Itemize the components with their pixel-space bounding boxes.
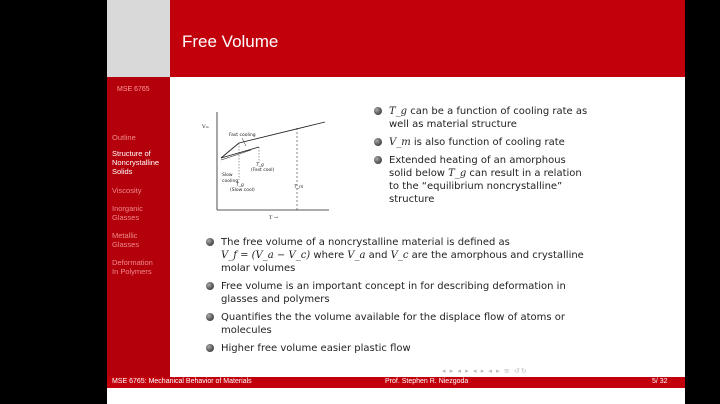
sidebar-item-label: Viscosity bbox=[112, 186, 142, 195]
sidebar-header bbox=[107, 0, 170, 77]
bullet-item bbox=[372, 105, 642, 131]
sidebar-item-label: Outline bbox=[112, 133, 136, 142]
tg-fast-sub: (Fast cool) bbox=[251, 168, 275, 173]
bullet-text: structure bbox=[389, 194, 435, 205]
sidebar-item[interactable] bbox=[112, 258, 153, 276]
letterbox-right bbox=[685, 0, 720, 404]
bullet-text: solid below bbox=[389, 168, 449, 179]
cooling-figure bbox=[199, 98, 334, 223]
title-bar bbox=[170, 0, 685, 77]
footer-course: MSE 6765: Mechanical Behavior of Materials bbox=[112, 378, 252, 385]
figure-xlabel: T → bbox=[269, 215, 279, 221]
bullet-text: are the amorphous and crystalline bbox=[408, 250, 584, 261]
sidebar-short-title[interactable]: MSE 6765 bbox=[117, 86, 150, 93]
sidebar-item[interactable] bbox=[112, 186, 141, 195]
tg-slow-label: T_g bbox=[236, 183, 244, 188]
bullet-text: Quantifies the the volume available for the displace flow of atoms or bbox=[221, 312, 565, 323]
math-symbol: T_g bbox=[389, 106, 408, 117]
slow-cooling-label-1: Slow bbox=[222, 173, 233, 178]
bullet-icon bbox=[374, 138, 382, 146]
math-symbol: V_m bbox=[389, 137, 411, 148]
sidebar-item-label: Structure of bbox=[112, 149, 151, 158]
bullet-text: and bbox=[365, 250, 391, 261]
sidebar-item-label: Noncrystalline bbox=[112, 158, 160, 167]
math-symbol: V_c bbox=[390, 250, 409, 261]
footer-page: 5/ 32 bbox=[652, 378, 668, 385]
sidebar-item[interactable] bbox=[112, 204, 143, 222]
figure-ylabel: Vₘ bbox=[202, 124, 209, 130]
fast-cooling-label: Fast cooling bbox=[229, 133, 256, 138]
bullet-text: Free volume is an important concept in for describing deformation in bbox=[221, 281, 566, 292]
tg-fast-label: T_g bbox=[256, 163, 264, 168]
slide-title: Free Volume bbox=[182, 32, 279, 51]
bullet-item bbox=[204, 236, 664, 275]
slide bbox=[107, 0, 685, 404]
math-symbol: V_f = (V_a − V_c) bbox=[221, 250, 311, 261]
bullet-icon bbox=[206, 282, 214, 290]
bullet-item bbox=[204, 311, 664, 337]
bullet-icon bbox=[206, 313, 214, 321]
bullet-item bbox=[372, 154, 642, 206]
bullet-text: where bbox=[310, 250, 348, 261]
bullet-text: well as material structure bbox=[389, 119, 517, 130]
sidebar-item[interactable] bbox=[112, 149, 159, 176]
sidebar-item-label: Solids bbox=[112, 167, 133, 176]
bullet-icon bbox=[206, 344, 214, 352]
bullet-icon bbox=[206, 238, 214, 246]
bullet-text: is also function of cooling rate bbox=[410, 137, 565, 148]
bullet-icon bbox=[374, 156, 382, 164]
bullet-item bbox=[204, 280, 664, 306]
sidebar-item-label: Deformation bbox=[112, 258, 153, 267]
tm-label: T_m bbox=[294, 185, 304, 190]
sidebar-item[interactable] bbox=[112, 231, 139, 249]
bullet-text: to the “equilibrium noncrystalline” bbox=[389, 181, 563, 192]
sidebar-item-label: In Polymers bbox=[112, 267, 152, 276]
sidebar-item[interactable] bbox=[112, 133, 136, 142]
tg-slow-sub: (Slow cool) bbox=[230, 188, 255, 193]
bullet-icon bbox=[374, 107, 382, 115]
main-bullet-list bbox=[204, 236, 664, 360]
letterbox-left bbox=[0, 0, 107, 404]
bullet-text: can result in a relation bbox=[466, 168, 582, 179]
crystal-line bbox=[221, 150, 251, 160]
slow-cooling-label-2: cooling bbox=[222, 179, 239, 184]
bullet-text: Higher free volume easier plastic flow bbox=[221, 343, 411, 354]
sidebar-item-label: Glasses bbox=[112, 213, 140, 222]
bullet-text: glasses and polymers bbox=[221, 294, 330, 305]
bullet-text: molecules bbox=[221, 325, 272, 336]
fast-cooling-line bbox=[221, 147, 259, 158]
sidebar-item-label: Glasses bbox=[112, 240, 140, 249]
bullet-text: molar volumes bbox=[221, 263, 296, 274]
bullet-item bbox=[204, 342, 664, 355]
bullet-item bbox=[372, 136, 642, 149]
sidebar-item-label: Inorganic bbox=[112, 204, 143, 213]
beamer-nav-symbols[interactable]: ◂ ▸ ◂ ▸ ◂ ▸ ◂ ▸ ≡ ↺↻ bbox=[442, 367, 528, 375]
sidebar bbox=[107, 77, 170, 377]
footer bbox=[107, 377, 685, 388]
footer-author: Prof. Stephen R. Niezgoda bbox=[385, 378, 469, 385]
bullet-text: The free volume of a noncrystalline material is defined as bbox=[221, 237, 510, 248]
math-symbol: V_a bbox=[347, 250, 366, 261]
bullet-text: Extended heating of an amorphous bbox=[389, 155, 566, 166]
math-symbol: T_g bbox=[448, 168, 467, 179]
sidebar-item-label: Metallic bbox=[112, 231, 138, 240]
right-bullet-list bbox=[372, 105, 642, 211]
bullet-text: can be a function of cooling rate as bbox=[407, 106, 588, 117]
